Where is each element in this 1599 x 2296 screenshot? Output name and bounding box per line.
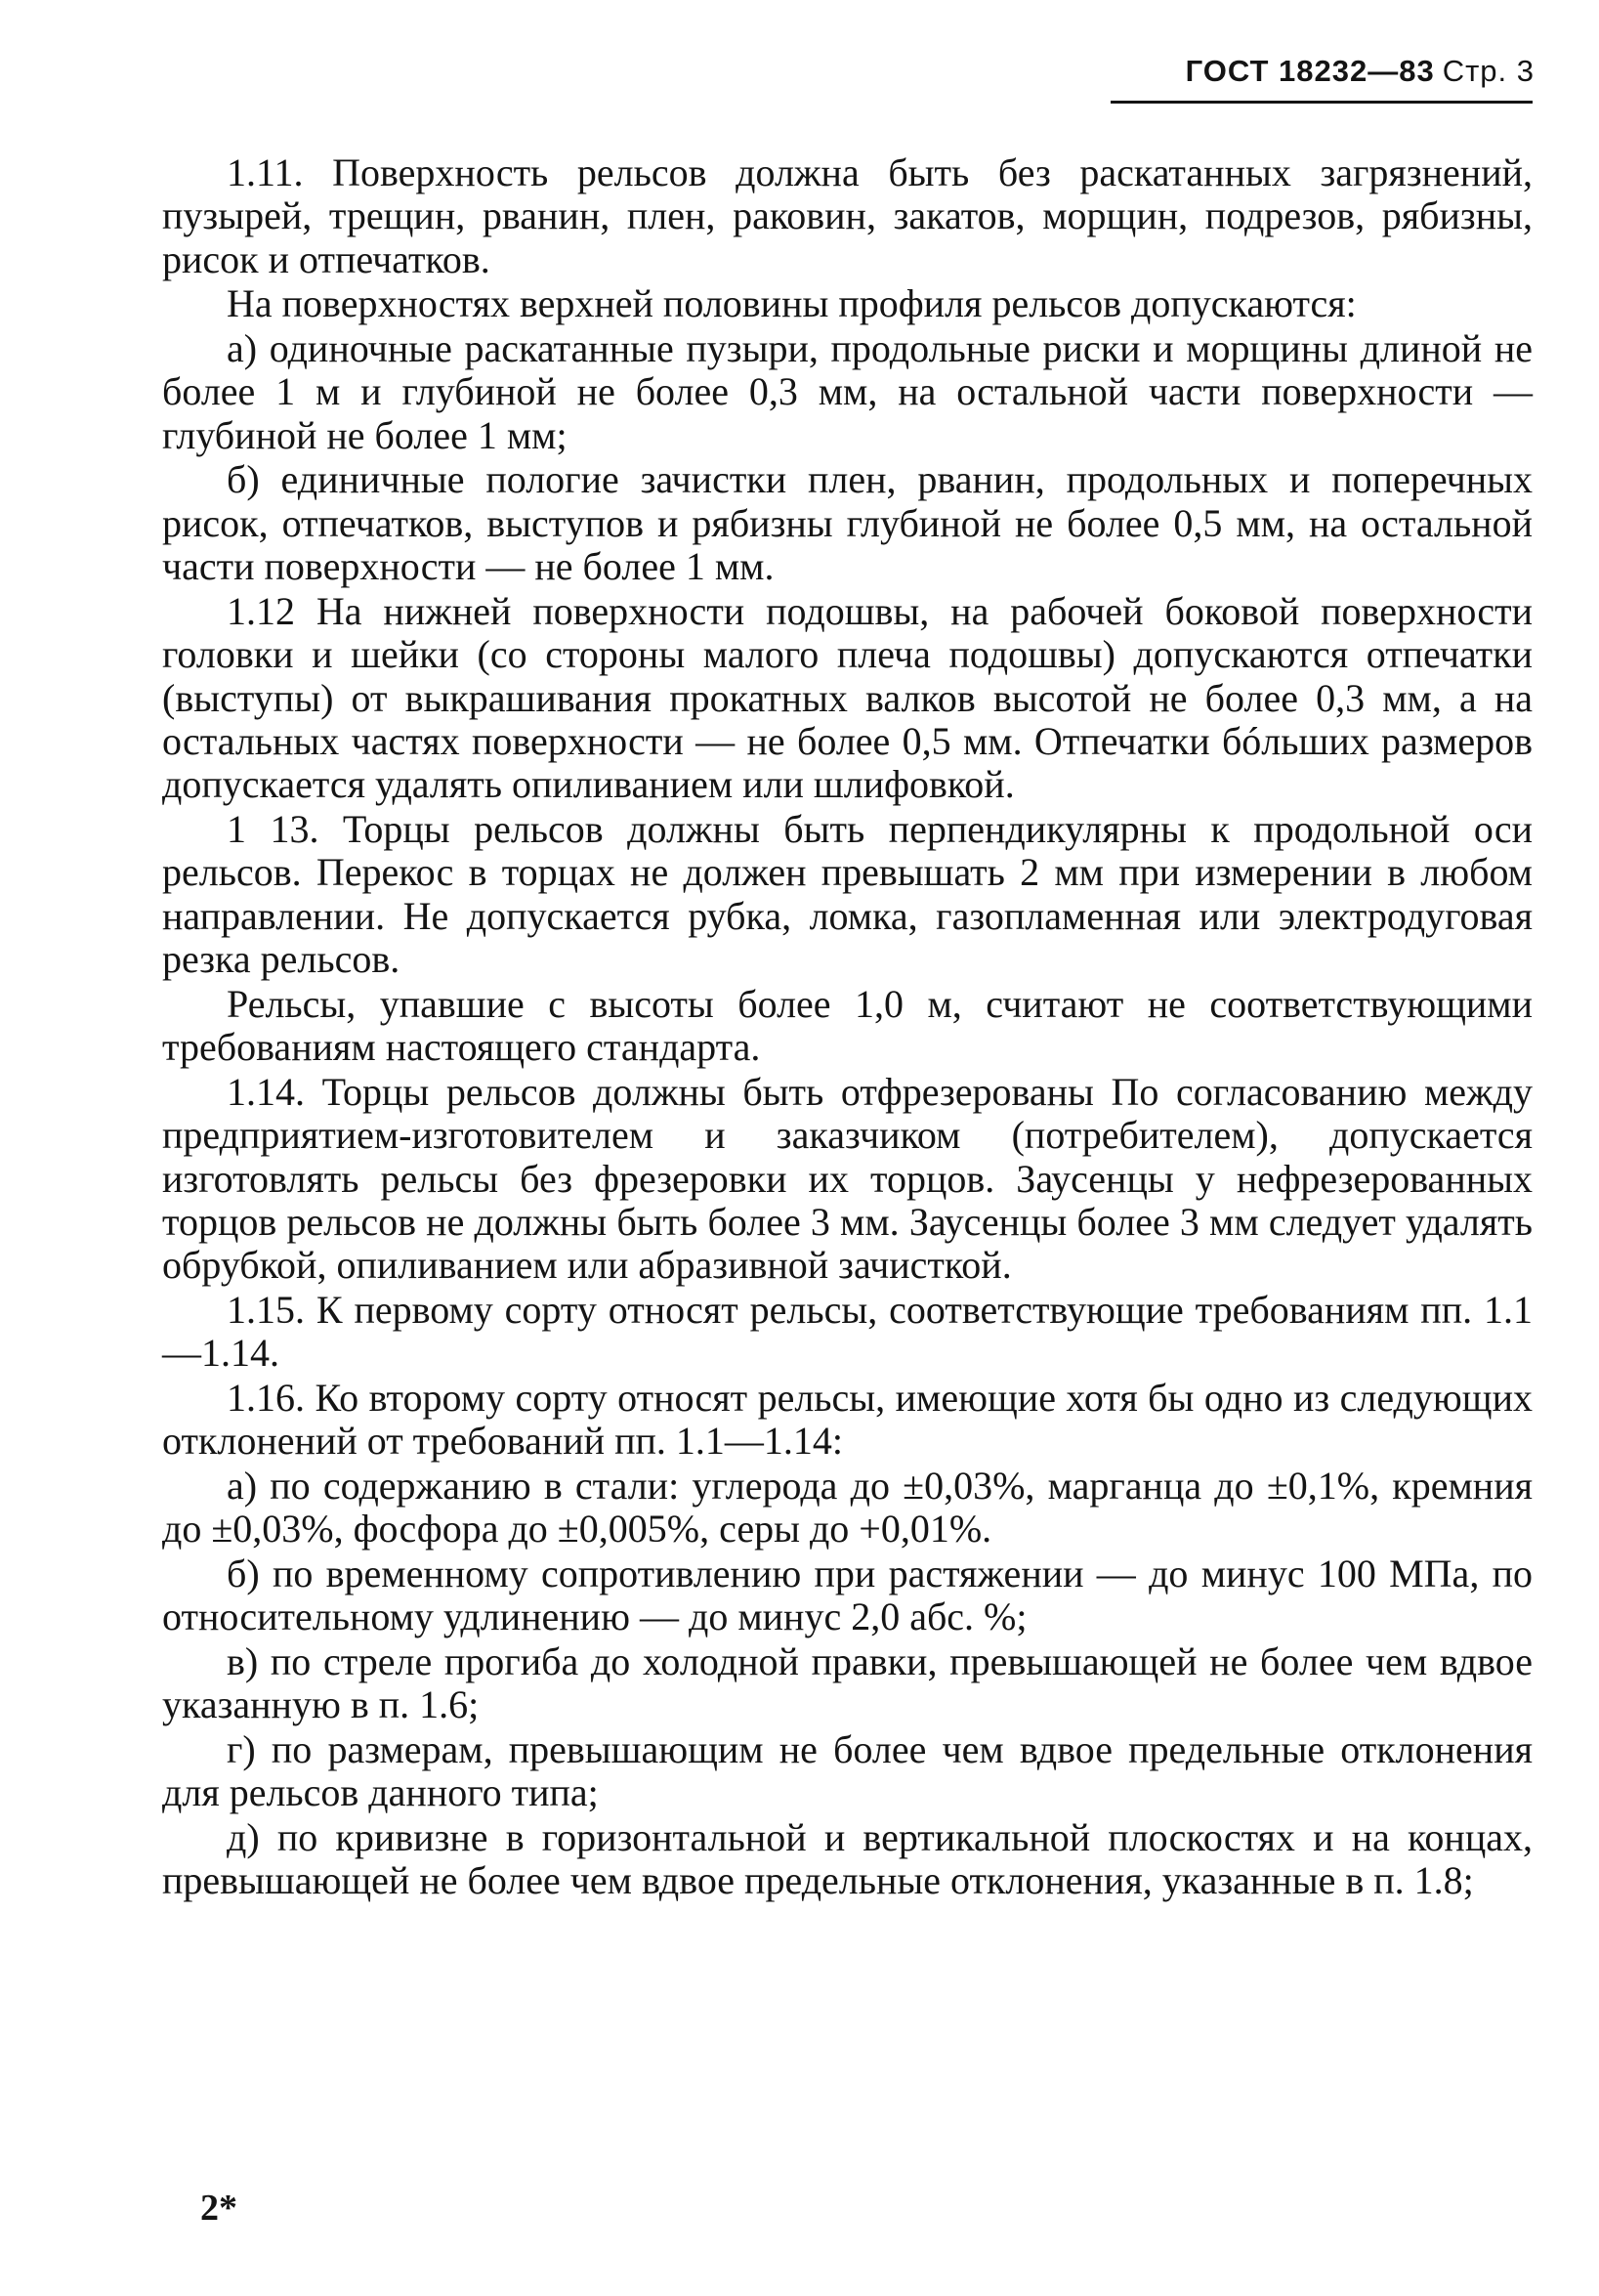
paragraph-1-13: 1 13. Торцы рельсов должны быть перпендикулярны к продольной оси рельсов. Перекос в торцах не должен превышать 2 мм при измерении в любом направлении. Не допускается рубка, ломка, газопламенная или электродуговая резка рельсов. xyxy=(162,807,1533,982)
standard-number: ГОСТ 18232—83 xyxy=(1185,54,1435,88)
page-header xyxy=(1186,54,1535,89)
paragraph-1-16: 1.16. Ко второму сорту относят рельсы, имеющие хотя бы одно из следующих отклонений от требований пп. 1.1—1.14: xyxy=(162,1376,1533,1464)
paragraph-1-15: 1.15. К первому сорту относят рельсы, соответствующие требованиям пп. 1.1—1.14. xyxy=(162,1288,1533,1376)
document-body xyxy=(162,151,1533,1904)
paragraph-item-a: а) одиночные раскатанные пузыри, продольные риски и морщины длиной не более 1 м и глубиной не более 0,3 мм, на остальной части поверхности — глубиной не более 1 мм; xyxy=(162,326,1533,457)
header-rule xyxy=(1111,101,1533,104)
signature-mark: 2* xyxy=(200,2188,237,2229)
paragraph-1-16-a: а) по содержанию в стали: углерода до ±0,03%, марганца до ±0,1%, кремния до ±0,03%, фосфора до ±0,005%, серы до +0,01%. xyxy=(162,1464,1533,1552)
page-number: Стр. 3 xyxy=(1442,54,1535,88)
paragraph-1-14: 1.14. Торцы рельсов должны быть отфрезерованы По согласованию между предприятием-изготовителем и заказчиком (потребителем), допускается изготовлять рельсы без фрезеровки их торцов. Заусенцы у нефрезерованных торцов рельсов не должны быть более 3 мм. Заусенцы более 3 мм следует удалять обрубкой, опиливанием или абразивной зачисткой. xyxy=(162,1069,1533,1288)
paragraph-1-11: 1.11. Поверхность рельсов должна быть без раскатанных загрязнений, пузырей, трещин, рванин, плен, раковин, закатов, морщин, подрезов, рябизны, рисок и отпечатков. xyxy=(162,150,1533,281)
paragraph-upper-surfaces: На поверхностях верхней половины профиля рельсов допускаются: xyxy=(227,281,1357,326)
paragraph-1-16-b: б) по временному сопротивлению при растяжении — до минус 100 МПа, по относительному удлинению — до минус 2,0 абс. %; xyxy=(162,1552,1533,1639)
paragraph-1-16-d: д) по кривизне в горизонтальной и вертикальной плоскостях и на концах, превышающей не более чем вдвое предельные отклонения, указанные в п. 1.8; xyxy=(162,1815,1533,1903)
paragraph-1-16-g: г) по размерам, превышающим не более чем вдвое предельные отклонения для рельсов данного типа; xyxy=(162,1727,1533,1815)
paragraph-item-b: б) единичные пологие зачистки плен, рванин, продольных и поперечных рисок, отпечатков, выступов и рябизны глубиной не более 0,5 мм, на остальной части поверхности — не более 1 мм. xyxy=(162,457,1533,589)
paragraph-1-12: 1.12 На нижней поверхности подошвы, на рабочей боковой поверхности головки и шейки (со стороны малого плеча подошвы) допускаются отпечатки (выступы) от выкрашивания прокатных валков высотой не более 0,3 мм, а на остальных частях поверхности — не более 0,5 мм. Отпечатки бóльших размеров допускается удалять опиливанием или шлифовкой. xyxy=(162,588,1533,807)
paragraph-fallen-rails: Рельсы, упавшие с высоты более 1,0 м, считают не соответствующими требованиям настоящего стандарта. xyxy=(162,981,1533,1070)
paragraph-1-16-v: в) по стреле прогиба до холодной правки, превышающей не более чем вдвое указанную в п. 1.6; xyxy=(162,1639,1533,1727)
